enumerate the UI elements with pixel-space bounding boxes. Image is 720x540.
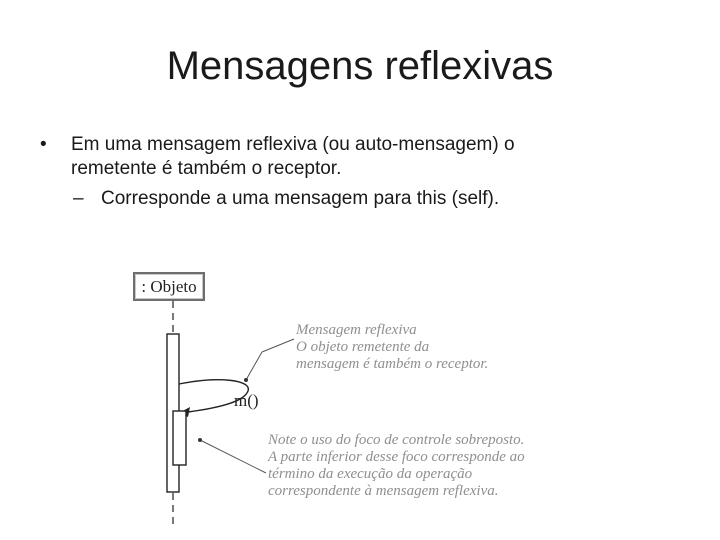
slide-title: Mensagens reflexivas (166, 44, 554, 88)
bullet-item (40, 133, 700, 181)
note-line: Note o uso do foco de controle sobreposto. (268, 432, 525, 448)
note-line: Mensagem reflexiva (296, 322, 417, 338)
note-1-pointer-dot (244, 378, 248, 382)
note-line: correspondente à mensagem reflexiva. (268, 483, 499, 499)
note-line: mensagem é também o receptor. (296, 356, 489, 372)
sequence-diagram (120, 260, 580, 530)
note-1-pointer (262, 339, 294, 352)
note-line: término da execução da operação (268, 466, 473, 482)
bullet-list (40, 133, 700, 211)
message-label: m() (234, 391, 259, 410)
activation-bar-nested (173, 411, 186, 465)
bullet-dot-icon: • (40, 134, 47, 155)
note-line: A parte inferior desse foco corresponde ao (268, 449, 525, 465)
sub-bullet-item (40, 187, 700, 211)
note-2-pointer (200, 440, 266, 473)
note-2-pointer-dot (198, 438, 202, 442)
note-1-pointer (246, 352, 262, 380)
object-box: : Objeto (133, 272, 205, 301)
dash-bullet-icon: – (73, 188, 84, 209)
note-line: O objeto remetente da (296, 339, 430, 355)
bullet-line: Em uma mensagem reflexiva (ou auto-mensagem) o (71, 134, 515, 155)
note-focus-of-control (268, 432, 525, 500)
sub-bullet-text: Corresponde a uma mensagem para this (self). (101, 188, 500, 209)
bullet-line: remetente é também o receptor. (71, 158, 342, 179)
note-reflexive-message (296, 322, 488, 373)
